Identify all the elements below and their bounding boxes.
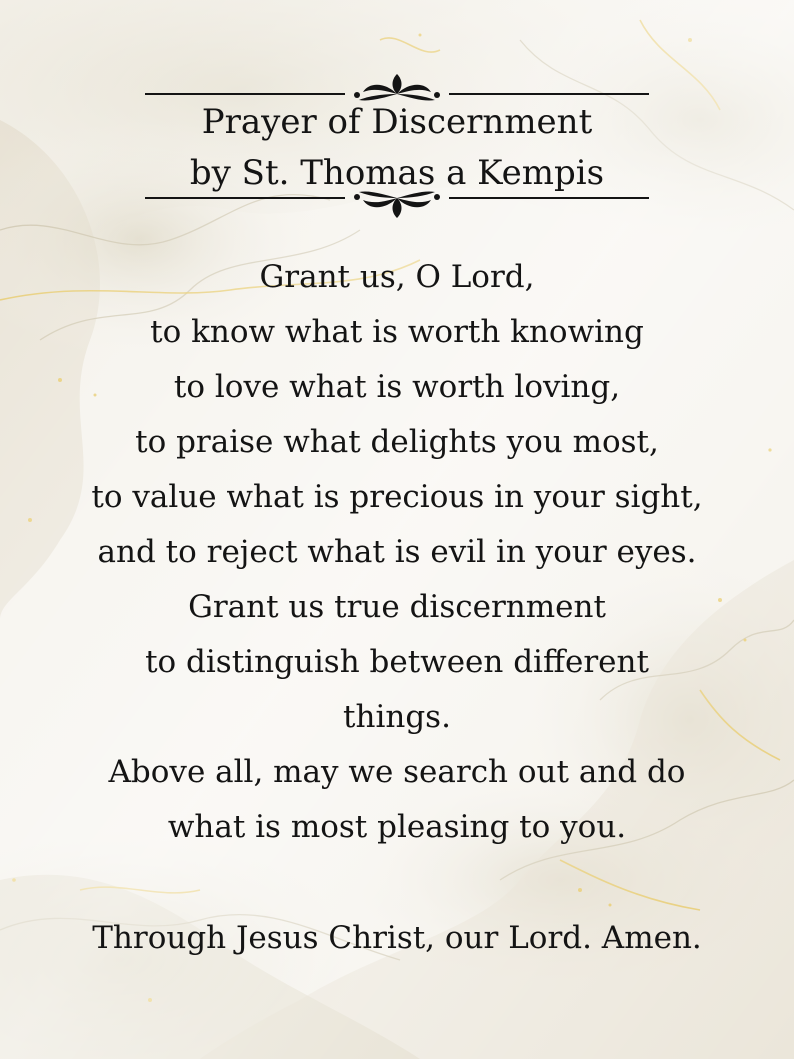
prayer-line: Above all, may we search out and do xyxy=(108,754,686,790)
prayer-line: to distinguish between different xyxy=(145,644,649,680)
prayer-line: to praise what delights you most, xyxy=(135,424,659,460)
prayer-closing: Through Jesus Christ, our Lord. Amen. xyxy=(92,920,702,956)
prayer-line: things. xyxy=(343,699,451,735)
stanza-gap xyxy=(0,855,794,911)
prayer-text xyxy=(0,250,794,966)
prayer-line: and to reject what is evil in your eyes. xyxy=(97,534,697,570)
prayer-line: to value what is precious in your sight, xyxy=(91,479,703,515)
prayer-line: to love what is worth loving, xyxy=(173,369,621,405)
page-title: Prayer of Discernment xyxy=(201,102,593,142)
prayer-line: to know what is worth knowing xyxy=(150,314,644,350)
page-subtitle: by St. Thomas a Kempis xyxy=(189,153,605,193)
prayer-line: Grant us true discernment xyxy=(188,589,606,625)
title-block xyxy=(0,72,794,222)
fleuron-divider-icon xyxy=(145,184,649,220)
prayer-line: Grant us, O Lord, xyxy=(259,259,535,295)
prayer-line: what is most pleasing to you. xyxy=(167,809,627,845)
